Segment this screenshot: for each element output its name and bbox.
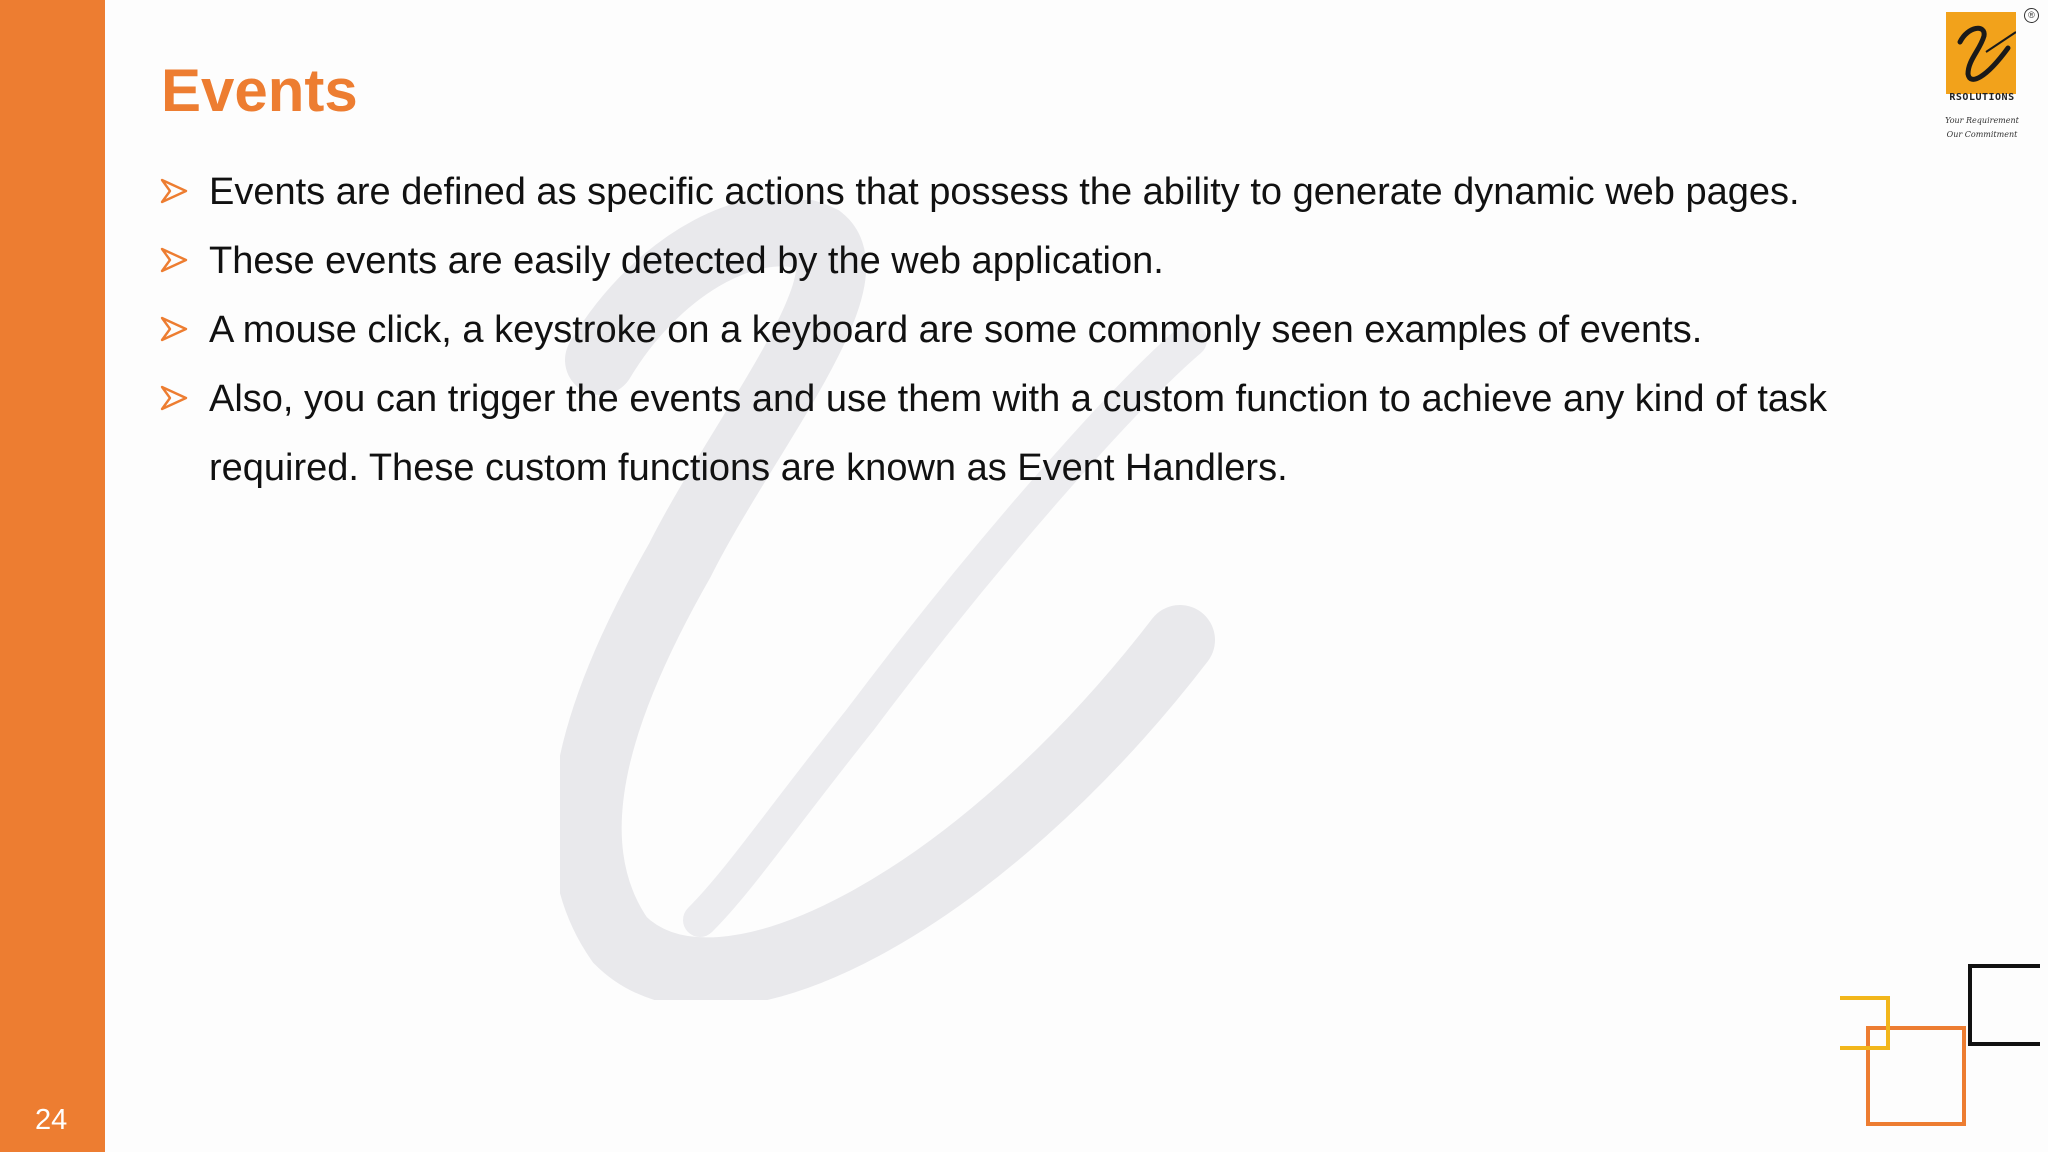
logo-tagline: Our Commitment	[1946, 130, 2018, 139]
registered-mark: ®	[2024, 8, 2039, 23]
arrowhead-bullet-icon	[160, 177, 188, 205]
arrowhead-bullet-icon	[160, 246, 188, 274]
slide-title: Events	[161, 57, 358, 124]
logo-badge	[1946, 12, 2016, 94]
bullet-item	[160, 296, 1920, 365]
arrowhead-bullet-icon	[160, 315, 188, 343]
bullet-item	[160, 365, 1920, 503]
logo-tagline: Your Requirement	[1945, 116, 2019, 125]
logo-name: RSOLUTIONS	[1949, 92, 2015, 103]
decorative-squares-icon	[1840, 960, 2040, 1140]
bullet-text: Also, you can trigger the events and use them with a custom function to achieve any kind of task required. These custom functions are known as Event Handlers.	[209, 378, 1828, 489]
script-r-logo-icon	[1946, 12, 2016, 94]
bullet-item	[160, 158, 1920, 227]
bullet-item	[160, 227, 1920, 296]
bullet-text: These events are easily detected by the web application.	[209, 240, 1164, 282]
arrowhead-bullet-icon	[160, 384, 188, 412]
left-accent-bar	[0, 0, 105, 1152]
page-number: 24	[35, 1104, 68, 1136]
rsolutions-logo	[1944, 8, 2040, 148]
bullet-list	[160, 158, 1920, 503]
bullet-text: A mouse click, a keystroke on a keyboard are some commonly seen examples of events.	[209, 309, 1703, 351]
bullet-text: Events are defined as specific actions that possess the ability to generate dynamic web pages.	[209, 171, 1800, 213]
